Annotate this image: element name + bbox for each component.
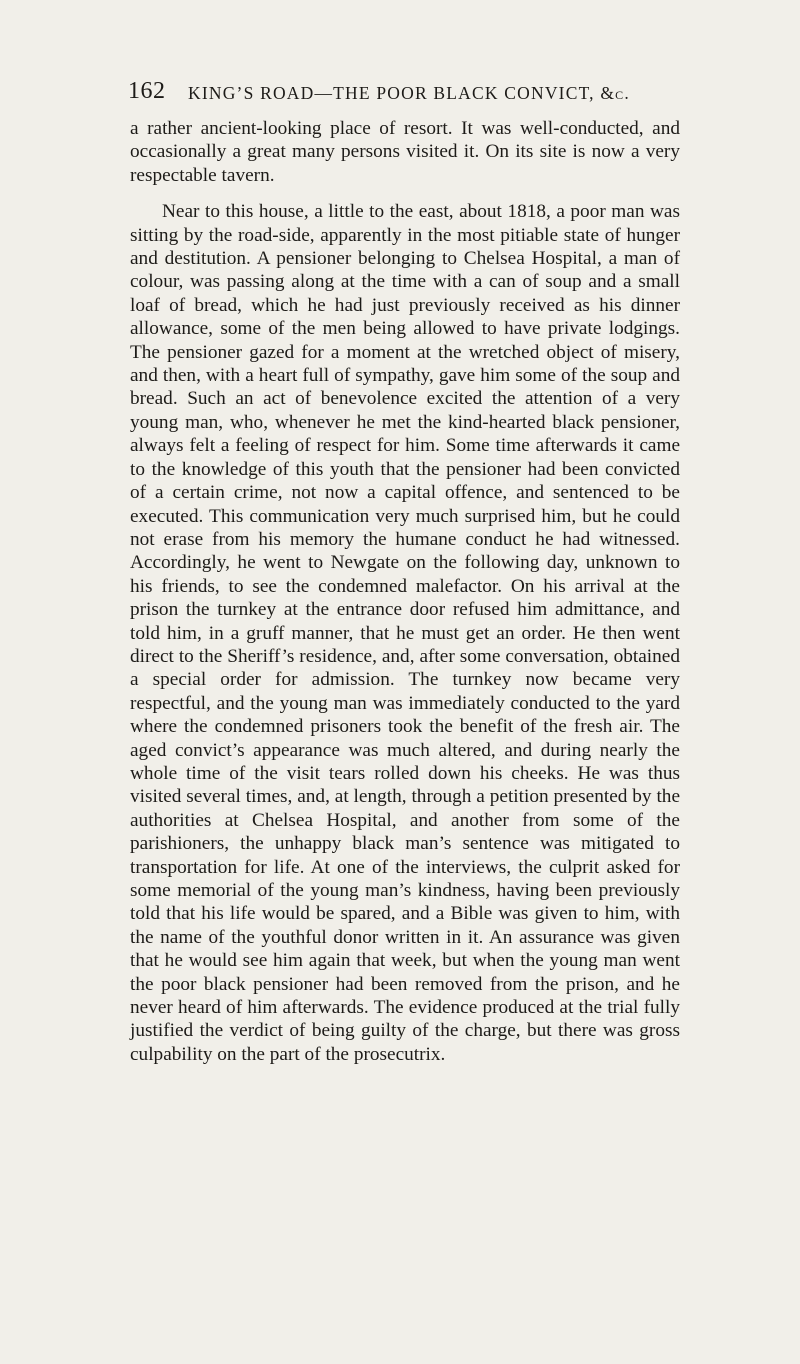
paragraph-continued: a rather ancient-looking place of resort. It was well-conducted, and occasionally a great many persons visited it. On its site is now a very respectable tavern.: [130, 118, 680, 186]
paragraph-pensioner-story: Near to this house, a little to the east, about 1818, a poor man was sitting by the road-side, apparently in the most pitiable state of hunger and destitution. A pensioner belonging to Chelsea Hospital, a man of colour, was passing along at the time with a can of soup and a small loaf of bread, which he had just previously received as his dinner allowance, some of the men being allowed to have private lodgings. The pensioner gazed for a moment at the wretched object of misery, and then, with a heart full of sympathy, gave him some of the soup and bread. Such an act of benevolence excited the attention of a very young man, who, whenever he met the kind-hearted black pensioner, always felt a feeling of respect for him. Some time afterwards it came to the knowledge of this youth that the pensioner had been convicted of a certain crime, not now a capital offence, and sentenced to be executed. This communication very much surprised him, but he could not erase from his memory the humane conduct he had witnessed. Accordingly, he went to Newgate on the following day, unknown to his friends, to see the condemned malefactor. On his arrival at the prison the turnkey at the entrance door refused him admittance, and told him, in a gruff manner, that he must get an order. He then went direct to the Sheriff’s residence, and, after some conversation, obtained a special order for admission. The turnkey now became very respectful, and the young man was immediately conducted to the yard where the condemned prisoners took the benefit of the fresh air. The aged convict’s appearance was much altered, and during nearly the whole time of the visit tears rolled down his cheeks. He was thus visited several times, and, at length, through a petition presented by the authorities at Chelsea Hospital, and another from some of the parishioners, the unhappy black man’s sentence was mitigated to transportation for life. At one of the interviews, the culprit asked for some memorial of the young man’s kindness, having been previously told that his life would be spared, and a Bible was given to him, with the name of the youthful donor written in it. An assurance was given that he would see him again that week, but when the young man went the poor black pensioner had been removed from the prison, and he never heard of him afterwards. The evidence produced at the trial fully justified the verdict of being guilty of the charge, but there was gross culpability on the part of the prosecutrix.: [130, 201, 680, 1065]
page-number: 162: [128, 78, 166, 104]
running-head: [128, 78, 688, 108]
running-title: KING’S ROAD—THE POOR BLACK CONVICT, &c.: [188, 83, 630, 103]
body-text: [130, 117, 680, 1066]
